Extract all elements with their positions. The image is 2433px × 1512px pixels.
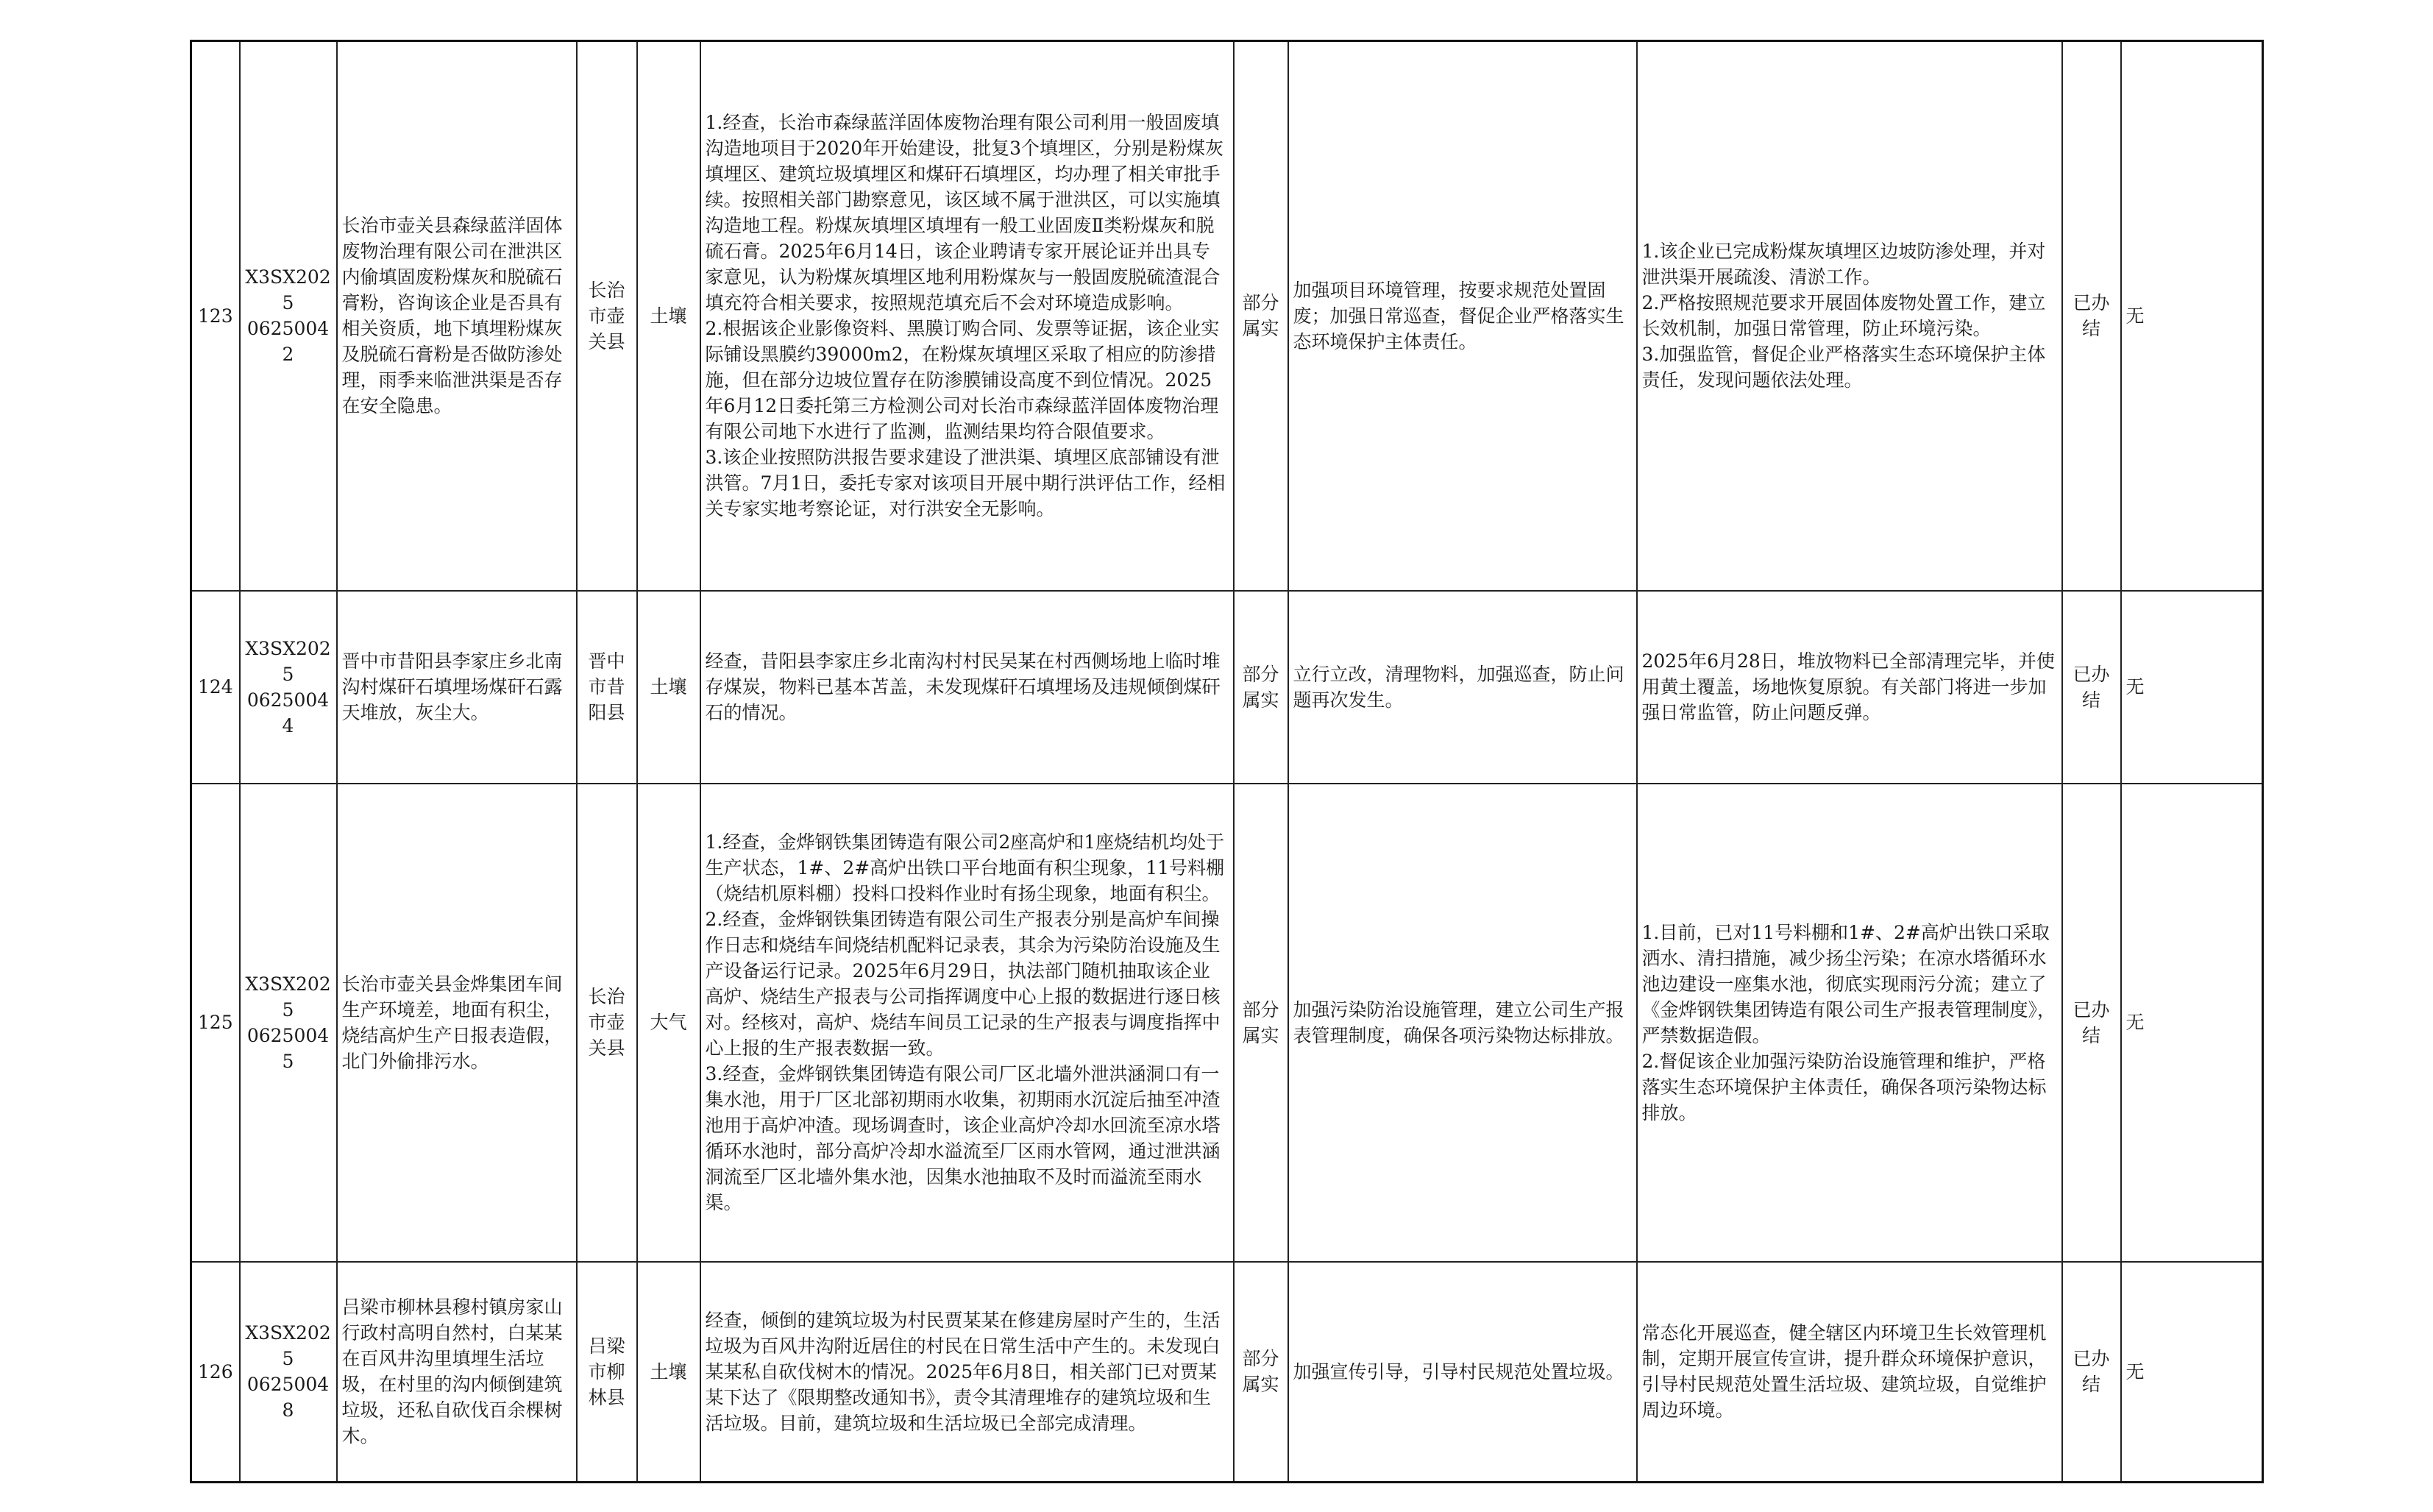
case-code: X3SX2025 06250042 — [240, 41, 337, 591]
investigation-findings — [700, 1262, 1234, 1483]
investigation-findings — [700, 591, 1234, 784]
row-number: 123 — [191, 41, 240, 591]
rectification-status-paragraph: 1.该企业已完成粉煤灰填埋区边坡防渗处理，并对泄洪渠开展疏浚、清淤工作。 — [1641, 241, 2046, 288]
row-number: 124 — [191, 591, 240, 784]
investigation-findings-paragraph: 3.经查，金烨钢铁集团铸造有限公司厂区北墙外泄洪涵洞口有一集水池，用于厂区北部初期雨水收集，初期雨水沉淀后抽至冲渣池用于高炉冲渣。现场调查时，该企业高炉冷却水回流至凉水塔循环水池时，部分高炉冷却水溢流至厂区雨水管网，通过泄洪涵洞流至厂区北墙外集水池，因集水池抽取不及时而溢流至雨水渠。 — [705, 1063, 1221, 1213]
case-code: X3SX2025 06250045 — [240, 784, 337, 1262]
complaint-content: 吕梁市柳林县穆村镇房家山行政村高明自然村，白某某在百风井沟里填埋生活垃圾，在村里的沟内倾倒建筑垃圾，还私自砍伐百余棵树木。 — [337, 1262, 577, 1483]
row-number: 125 — [191, 784, 240, 1262]
table-row — [191, 784, 2263, 1262]
investigation-findings-paragraph: 2.经查，金烨钢铁集团铸造有限公司生产报表分别是高炉车间操作日志和烧结车间烧结机配料记录表，其余为污染防治设施及生产设备运行记录。2025年6月29日，执法部门随机抽取该企业高炉、烧结生产报表与公司指挥调度中心上报的数据进行逐日核对。经核对，高炉、烧结车间员工记录的生产报表与调度指挥中心上报的生产报表数据一致。 — [705, 909, 1221, 1059]
investigation-findings-paragraph: 3.该企业按照防洪报告要求建设了泄洪渠、填埋区底部铺设有泄洪管。7月1日，委托专家对该项目开展中期行洪评估工作，经相关专家实地考察论证，对行洪安全无影响。 — [705, 447, 1226, 520]
case-code: X3SX2025 06250048 — [240, 1262, 337, 1483]
rectification-status-paragraph: 3.加强监管，督促企业严格落实生态环境保护主体责任，发现问题依法处理。 — [1641, 344, 2046, 391]
pollution-category: 土壤 — [637, 1262, 700, 1483]
handling-measures: 加强宣传引导，引导村民规范处置垃圾。 — [1288, 1262, 1637, 1483]
handling-measures: 立行立改，清理物料，加强巡查，防止问题再次发生。 — [1288, 591, 1637, 784]
rectification-status — [1637, 591, 2062, 784]
case-code: X3SX2025 06250044 — [240, 591, 337, 784]
case-status: 已办结 — [2062, 591, 2121, 784]
rectification-status-paragraph: 2.严格按照规范要求开展固体废物处置工作，建立长效机制，加强日常管理，防止环境污染。 — [1641, 292, 2046, 340]
complaint-content: 长治市壶关县森绿蓝洋固体废物治理有限公司在泄洪区内偷填固废粉煤灰和脱硫石膏粉，咨询该企业是否具有相关资质，地下填埋粉煤灰及脱硫石膏粉是否做防渗处理，雨季来临泄洪渠是否存在安全隐患。 — [337, 41, 577, 591]
verdict: 部分属实 — [1234, 784, 1288, 1262]
verdict: 部分属实 — [1234, 41, 1288, 591]
accountability: 无 — [2121, 784, 2263, 1262]
administrative-region: 吕梁市柳林县 — [577, 1262, 637, 1483]
investigation-findings — [700, 41, 1234, 591]
handling-measures: 加强污染防治设施管理，建立公司生产报表管理制度，确保各项污染物达标排放。 — [1288, 784, 1637, 1262]
verdict: 部分属实 — [1234, 591, 1288, 784]
pollution-category: 大气 — [637, 784, 700, 1262]
accountability: 无 — [2121, 41, 2263, 591]
investigation-findings-paragraph: 经查，倾倒的建筑垃圾为村民贾某某在修建房屋时产生的，生活垃圾为百风井沟附近居住的村民在日常生活中产生的。未发现白某某私自砍伐树木的情况。2025年6月8日，相关部门已对贾某某下达了《限期整改通知书》，责令其清理堆存的建筑垃圾和生活垃圾。目前，建筑垃圾和生活垃圾已全部完成清理。 — [705, 1309, 1221, 1434]
row-number: 126 — [191, 1262, 240, 1483]
investigation-findings-paragraph: 经查，昔阳县李家庄乡北南沟村村民吴某在村西侧场地上临时堆存煤炭，物料已基本苫盖，未发现煤矸石填埋场及违规倾倒煤矸石的情况。 — [705, 650, 1221, 723]
complaint-content: 晋中市昔阳县李家庄乡北南沟村煤矸石填埋场煤矸石露天堆放，灰尘大。 — [337, 591, 577, 784]
table-row — [191, 1262, 2263, 1483]
pollution-category: 土壤 — [637, 41, 700, 591]
handling-measures: 加强项目环境管理，按要求规范处置固废；加强日常巡查，督促企业严格落实生态环境保护主体责任。 — [1288, 41, 1637, 591]
rectification-status — [1637, 1262, 2062, 1483]
investigation-findings — [700, 784, 1234, 1262]
case-status: 已办结 — [2062, 1262, 2121, 1483]
investigation-findings-paragraph: 1.经查，长治市森绿蓝洋固体废物治理有限公司利用一般固废填沟造地项目于2020年开始建设，批复3个填埋区，分别是粉煤灰填埋区、建筑垃圾填埋区和煤矸石填埋区，均办理了相关审批手续。按照相关部门勘察意见，该区域不属于泄洪区，可以实施填沟造地工程。粉煤灰填埋区填埋有一般工业固废Ⅱ类粉煤灰和脱硫石膏。2025年6月14日，该企业聘请专家开展论证并出具专家意见，认为粉煤灰填埋区地利用粉煤灰与一般固废脱硫渣混合填充符合相关要求，按照规范填充后不会对环境造成影响。 — [705, 112, 1224, 314]
administrative-region: 晋中市昔阳县 — [577, 591, 637, 784]
accountability: 无 — [2121, 1262, 2263, 1483]
case-status: 已办结 — [2062, 784, 2121, 1262]
rectification-status-paragraph: 2025年6月28日，堆放物料已全部清理完毕，并使用黄土覆盖，场地恢复原貌。有关部门将进一步加强日常监管，防止问题反弹。 — [1641, 650, 2055, 723]
rectification-status-paragraph: 2.督促该企业加强污染防治设施管理和维护，严格落实生态环境保护主体责任，确保各项污染物达标排放。 — [1641, 1050, 2047, 1124]
accountability: 无 — [2121, 591, 2263, 784]
table-row — [191, 41, 2263, 591]
administrative-region: 长治市壶关县 — [577, 784, 637, 1262]
rectification-status-paragraph: 1.目前，已对11号料棚和1#、2#高炉出铁口采取洒水、清扫措施，减少扬尘污染；在凉水塔循环水池边建设一座集水池，彻底实现雨污分流；建立了《金烨钢铁集团铸造有限公司生产报表管理制度》，严禁数据造假。 — [1641, 921, 2056, 1046]
rectification-status — [1637, 41, 2062, 591]
complaint-table — [190, 40, 2264, 1483]
investigation-findings-paragraph: 1.经查，金烨钢铁集团铸造有限公司2座高炉和1座烧结机均处于生产状态，1#、2#高炉出铁口平台地面有积尘现象，11号料棚（烧结机原料棚）投料口投料作业时有扬尘现象，地面有积尘。 — [705, 831, 1225, 904]
case-status: 已办结 — [2062, 41, 2121, 591]
complaint-content: 长治市壶关县金烨集团车间生产环境差，地面有积尘，烧结高炉生产日报表造假，北门外偷排污水。 — [337, 784, 577, 1262]
investigation-findings-paragraph: 2.根据该企业影像资料、黑膜订购合同、发票等证据，该企业实际铺设黑膜约39000m2，在粉煤灰填埋区采取了相应的防渗措施，但在部分边坡位置存在防渗膜铺设高度不到位情况。2025年6月12日委托第三方检测公司对长治市森绿蓝洋固体废物治理有限公司地下水进行了监测，监测结果均符合限值要求。 — [705, 318, 1220, 443]
pollution-category: 土壤 — [637, 591, 700, 784]
document-page — [190, 40, 2264, 1483]
administrative-region: 长治市壶关县 — [577, 41, 637, 591]
rectification-status — [1637, 784, 2062, 1262]
rectification-status-paragraph: 常态化开展巡查，健全辖区内环境卫生长效管理机制，定期开展宣传宣讲，提升群众环境保护意识，引导村民规范处置生活垃圾、建筑垃圾，自觉维护周边环境。 — [1641, 1322, 2047, 1422]
verdict: 部分属实 — [1234, 1262, 1288, 1483]
table-row — [191, 591, 2263, 784]
